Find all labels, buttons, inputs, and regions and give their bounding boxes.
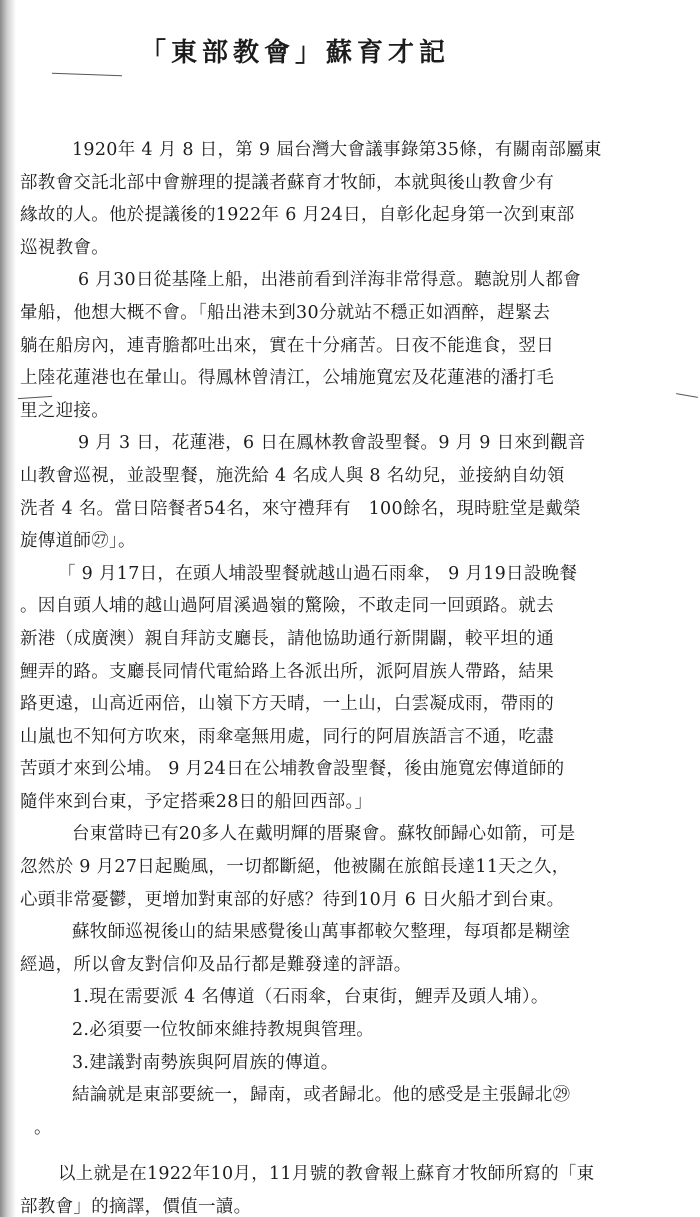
- text-line: 鯉弄的路。支廳長同情代電給路上各派出所，派阿眉族人帶路，結果: [20, 661, 554, 682]
- text-line: 暈船，他想大概不會。「船出港未到30分就站不穩正如酒醉，趕緊去: [20, 302, 551, 323]
- text-line: 心頭非常憂鬱，更增加對東部的好感？待到10月 6 日火船才到台東。: [20, 889, 565, 910]
- text-line: 6 月30日從基隆上船，出港前看到洋海非常得意。聽說別人都會: [78, 270, 581, 291]
- text-line: 山嵐也不知何方吹來，雨傘毫無用處，同行的阿眉族語言不通，吃盡: [20, 726, 554, 747]
- text-line: 洗者 4 名。當日陪餐者54名，來守禮拜有 100餘名，現時駐堂是戴榮: [20, 498, 581, 519]
- text-line: 經過，所以會友對信仰及品行都是難發達的評語。: [20, 954, 412, 975]
- text-line: 以上就是在1922年10月，11月號的教會報上蘇育才牧師所寫的「東: [58, 1164, 595, 1185]
- text-line: 結論就是東部要統一，歸南，或者歸北。他的感受是主張歸北㉙: [72, 1085, 571, 1106]
- text-line: 1920年 4 月 8 日，第 9 屆台灣大會議事錄第35條，有關南部屬東: [72, 140, 602, 160]
- text-line: 里之迎接。: [20, 400, 109, 421]
- text-line: 台東當時已有20多人在戴明輝的厝聚會。蘇牧師歸心如箭，可是: [72, 824, 576, 845]
- text-line: 新港（成廣澳）親自拜訪支廳長，請他協助通行新開闢，較平坦的通: [20, 628, 554, 649]
- text-line: 旋傳道師㉗」。: [20, 531, 136, 552]
- text-line: 部教會」的摘譯，價值一讀。: [20, 1197, 252, 1217]
- article-body: [20, 134, 680, 1217]
- text-line: 山教會巡視，並設聖餐，施洗給 4 名成人與 8 名幼兒，並接納自幼領: [20, 465, 565, 486]
- paragraph-gap: [20, 1144, 680, 1158]
- list-item: 3.建議對南勢族與阿眉族的傳道。: [72, 1052, 339, 1073]
- text-line: 9 月 3 日，花蓮港，6 日在鳳林教會設聖餐。9 月 9 日來到觀音: [78, 433, 586, 454]
- text-line: 。因自頭人埔的越山過阿眉溪過嶺的驚險，不敢走同一回頭路。就去: [20, 596, 554, 617]
- text-line: 緣故的人。他於提議後的1922年 6 月24日，自彰化起身第一次到東部: [20, 205, 575, 226]
- binding-shadow: [0, 0, 16, 1217]
- text-line: 。: [34, 1117, 52, 1138]
- text-line: 蘇牧師巡視後山的結果感覺後山萬事都較欠整理，每項都是糊塗: [72, 922, 571, 943]
- text-line: 隨伴來到台東，予定搭乘28日的船回西部。」: [20, 791, 373, 812]
- text-line: 部教會交託北部中會辦理的提議者蘇育才牧師，本就與後山教會少有: [20, 172, 554, 193]
- text-line: 路更遠，山高近兩倍，山嶺下方天晴，一上山，白雲凝成雨，帶雨的: [20, 694, 554, 715]
- pen-mark-top: [52, 73, 122, 76]
- list-item: 2.必須要一位牧師來維持教規與管理。: [72, 1020, 375, 1041]
- text-line: 巡視教會。: [20, 237, 109, 258]
- text-line: 躺在船房內，連青膽都吐出來，實在十分痛苦。日夜不能進食，翌日: [20, 335, 554, 356]
- text-line: 忽然於 9 月27日起颱風，一切都斷絕，他被關在旅館長達11天之久，: [20, 857, 570, 878]
- page-title: 「東部教會」蘇育才記: [140, 38, 451, 68]
- text-line: 「 9 月17日，在頭人埔設聖餐就越山過石雨傘， 9 月19日設晚餐: [58, 563, 578, 584]
- list-item: 1.現在需要派 4 名傳道（石雨傘，台東街，鯉弄及頭人埔）。: [72, 987, 549, 1008]
- text-line: 苦頭才來到公埔。 9 月24日在公埔教會設聖餐，後由施寬宏傳道師的: [20, 759, 565, 780]
- text-line: 上陸花蓮港也在暈山。得鳳林曾清江，公埔施寬宏及花蓮港的潘打毛: [20, 368, 554, 389]
